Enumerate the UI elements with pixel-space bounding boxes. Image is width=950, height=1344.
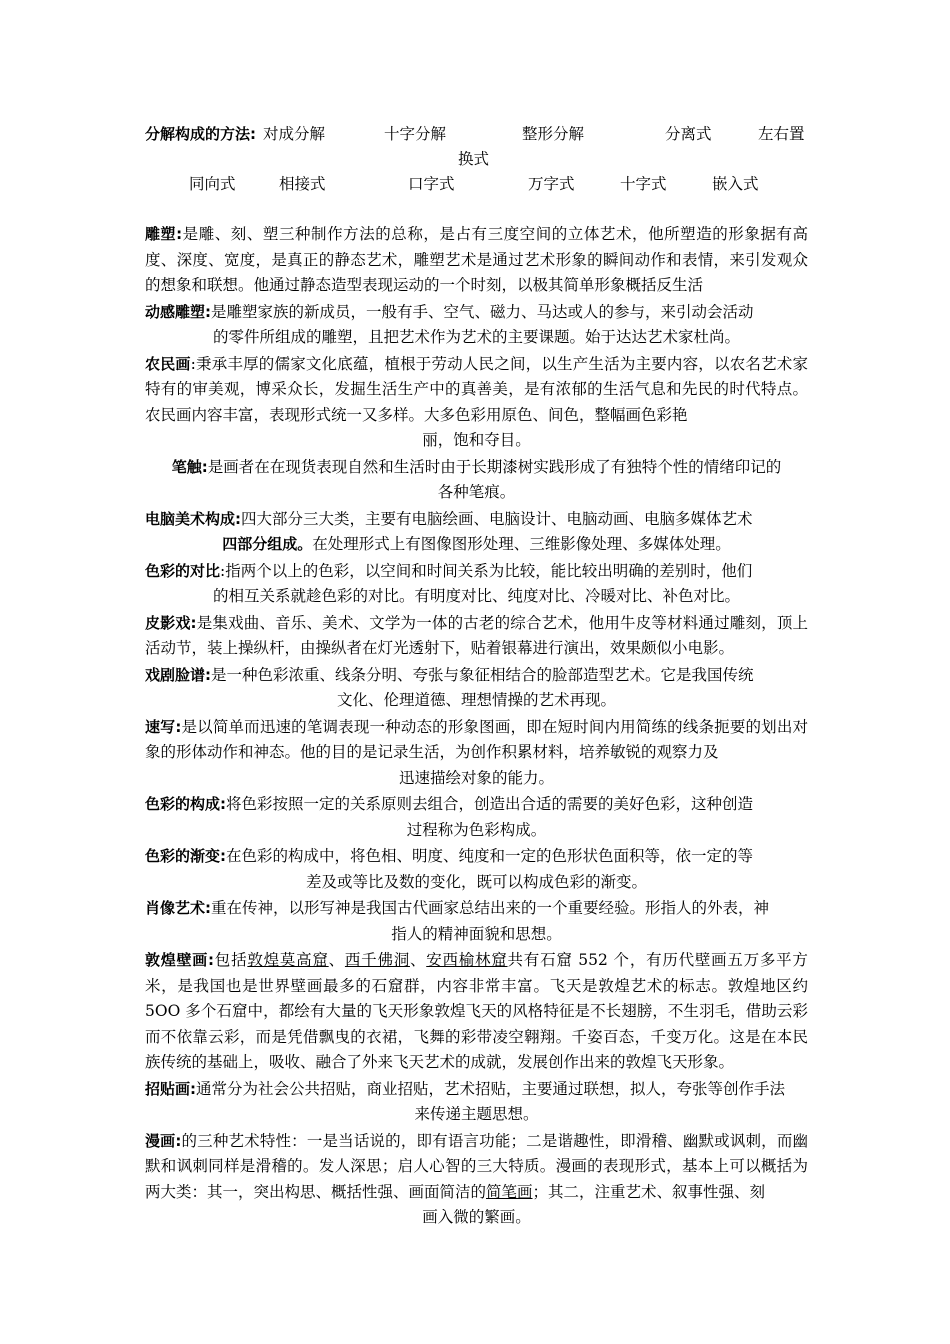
entry-term: 笔触:: [171, 457, 208, 476]
entry-term: 雕塑:: [145, 225, 183, 243]
method-item: 相接式: [279, 175, 326, 193]
entry-text: 是以简单而迅速的笔调表现一种动态的形象图画，即在短时间内用简练的线条扼要的划出对象的形体动作和神态。他的目的是记录生活，为创作积累材料，培养敏锐的观察力及: [145, 717, 808, 761]
entry-secai-jianbian: [145, 844, 808, 895]
entry-term: 皮影戏:: [145, 613, 197, 632]
method-item: 左右置: [758, 125, 805, 143]
method-item: 换式: [458, 150, 490, 168]
entry-text-cont: 过程称为色彩构成。: [406, 820, 547, 839]
entry-text-cont: 迅速描绘对象的能力。: [398, 768, 554, 787]
entry-zhaotie: [145, 1077, 808, 1128]
entry-text: 重在传神，以形写神是我国古代画家总结出来的一个重要经验。形指人的外表，神: [211, 899, 770, 917]
entry-text-cont: 各种笔痕。: [437, 483, 516, 501]
entry-term: 速写:: [145, 717, 182, 736]
entry-term: 电脑美术构成:: [145, 509, 241, 528]
entry-text: 是集戏曲、音乐、美术、文学为一体的古老的综合艺术，他用牛皮等材料通过雕刻，顶上活动节，装上操纵杆，由操纵者在灯光透射下，贴着银幕进行演出，效果颇似小电影。: [145, 613, 808, 657]
entry-piyingxi: [145, 611, 808, 662]
entry-text-cont: 共有石窟 552 个，有历代壁画五万多平方米，是我国也是世界壁画最多的石窟群，内容非常丰富。飞天是敦煌艺术的标志。敦煌地区约 5OO 多个石窟中，都绘有大量的飞天形象敦煌飞天的风格特征是不长翅膀，不生羽毛，借助云彩而不依靠云彩，而是凭借飘曳的衣裙，飞舞的彩带凌空翱翔。千姿百态，千变万化。这是在本民族传统的基础上，吸收、融合了外来飞天艺术的成就，发展创作出来的敦煌飞天形象。: [145, 951, 808, 1071]
entry-nongmin: [145, 352, 808, 454]
entry-text-cont: 来传递主题思想。: [414, 1105, 539, 1123]
entry-text: 的三种艺术特性：一是当话说的，即有语言功能；二是谐趣性，即滑稽、幽默或讽刺，而幽默和讽刺同样是滑稽的。发人深思；启人心智的三大特质。漫画的表现形式，基本上可以概括为两大类：其一，突出构思、概括性强、画面简洁的: [145, 1131, 808, 1201]
methods-section: [145, 122, 808, 172]
entry-secai-goucheng: [145, 792, 808, 843]
entry-term: 招贴画:: [145, 1079, 196, 1098]
method-item: 分离式: [665, 125, 712, 143]
entry-secai-duibi: [145, 559, 808, 610]
separator: 、: [409, 951, 427, 969]
method-item: 十字式: [620, 175, 667, 193]
entry-text-cont: 画入微的繁画。: [422, 1208, 531, 1226]
entry-text-cont: 在处理形式上有图像图形处理、三维影像处理、多媒体处理。: [312, 535, 731, 553]
entry-term: 动感雕塑:: [145, 302, 211, 321]
entry-dunhuang: [145, 948, 808, 1076]
entry-text-cont: 差及或等比及数的变化，既可以构成色彩的渐变。: [305, 872, 647, 891]
link-jianbihua[interactable]: 简笔画: [486, 1182, 533, 1201]
entry-term: 农民画: [145, 354, 191, 373]
entry-term: 漫画:: [145, 1131, 182, 1150]
link-mogao[interactable]: 敦煌莫高窟: [247, 951, 329, 969]
entry-text: 四大部分三大类，主要有电脑绘画、电脑设计、电脑动画、电脑多媒体艺术: [241, 509, 753, 528]
entry-term-2: 四部分组成。: [222, 535, 313, 553]
entry-text: :指两个以上的色彩，以空间和时间关系为比较，能比较出明确的差别时，他们: [220, 561, 753, 580]
entry-xiaoxiang: [145, 896, 808, 947]
method-item: 十字分解: [384, 125, 447, 143]
entry-term: 肖像艺术:: [145, 899, 211, 917]
entry-text: 是一种色彩浓重、线条分明、夸张与象征相结合的脸部造型艺术。它是我国传统: [211, 665, 754, 684]
entry-bichu: [145, 455, 808, 506]
link-yulin[interactable]: 安西榆林窟: [426, 951, 508, 969]
method-item: 整形分解: [522, 125, 585, 143]
entry-diaosu: [145, 222, 808, 299]
separator: 、: [328, 951, 345, 969]
entry-text: 包括: [214, 951, 248, 969]
entry-text-cont: 的零件所组成的雕塑，且把艺术作为艺术的主要课题。始于达达艺术家杜尚。: [212, 328, 740, 346]
entry-term: 色彩的对比: [145, 561, 221, 580]
entry-text: :秉承丰厚的儒家文化底蕴，植根于劳动人民之间，以生产生活为主要内容，以农名艺术家特有的审美观，博采众长，发掘生活生产中的真善美，是有浓郁的生活气息和先民的时代特点。农民画内容丰富，表现形式统一又多样。大多色彩用原色、间色，整幅画色彩艳: [145, 354, 808, 424]
entry-manhua: [145, 1129, 808, 1231]
entry-text: 是画者在在现货表现自然和生活时由于长期漆树实践形成了有独特个性的情绪印记的: [207, 457, 782, 476]
entry-xiju: [145, 663, 808, 714]
entry-term: 戏剧脸谱:: [145, 665, 211, 684]
entry-text-cont: 的相互关系就趁色彩的对比。有明度对比、纯度对比、冷暖对比、补色对比。: [212, 587, 740, 605]
entry-text: 将色彩按照一定的关系原则去组合，创造出合适的需要的美好色彩，这种创造: [226, 795, 754, 813]
entry-term: 色彩的构成:: [145, 795, 226, 813]
method-item: 嵌入式: [712, 175, 759, 193]
entry-text-cont: 丽，饱和夺目。: [422, 431, 531, 449]
entry-term: 敦煌壁画:: [145, 951, 215, 969]
methods-title: 分解构成的方法:: [145, 125, 256, 143]
entry-donggan: [145, 300, 808, 351]
entry-text: 在色彩的构成中，将色相、明度、纯度和一定的色形状色面积等，依一定的等: [226, 847, 754, 865]
link-xiqianfo[interactable]: 西千佛洞: [344, 951, 410, 969]
entry-suxie: [145, 715, 808, 792]
entry-text: 是雕、刻、塑三种制作方法的总称，是占有三度空间的立体艺术，他所塑造的形象据有高度、深度、宽度，是真正的静态艺术，雕塑艺术是通过艺术形象的瞬间动作和表情，来引发观众的想象和联想。他通过静态造型表现运动的一个时刻，以极其简单形象概括反生活: [145, 225, 808, 294]
method-item: 对成分解: [263, 125, 326, 143]
entry-term: 色彩的渐变:: [145, 847, 226, 865]
method-item: 口字式: [408, 175, 455, 193]
entry-diannao: [145, 507, 808, 558]
entry-text: 通常分为社会公共招贴，商业招贴，艺术招贴，主要通过联想，拟人，夸张等创作手法: [196, 1079, 786, 1098]
entry-text: ；其二，注重艺术、叙事性强、刻: [532, 1182, 766, 1201]
method-item: 同向式: [189, 175, 236, 193]
document-page: [145, 122, 808, 1232]
method-item: 万字式: [528, 175, 575, 193]
methods-row-2: [145, 172, 808, 197]
entry-text-cont: 指人的精神面貌和思想。: [391, 924, 562, 943]
entry-text-cont: 文化、伦理道德、理想情操的艺术再现。: [336, 691, 616, 709]
entry-text: 是雕塑家族的新成员，一般有手、空气、磁力、马达或人的参与，来引动会活动: [211, 302, 754, 321]
